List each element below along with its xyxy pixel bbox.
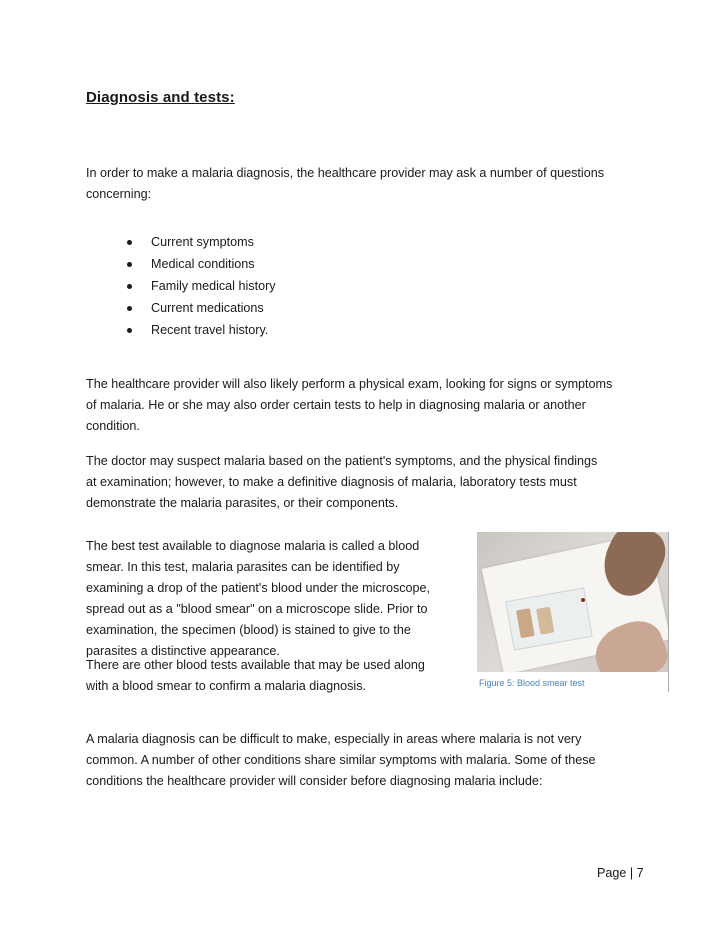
other-tests-paragraph <box>86 655 425 697</box>
paragraph-line: examining a drop of the patient's blood under the microscope, <box>86 581 431 595</box>
blood-smear-photo <box>477 532 669 672</box>
bullet-icon <box>127 240 132 245</box>
paragraph-line: conditions the healthcare provider will consider before diagnosing malaria include: <box>86 774 543 788</box>
bullet-icon <box>127 284 132 289</box>
figure-caption: Figure 5: Blood smear test <box>479 678 585 688</box>
intro-line: concerning: <box>86 187 152 201</box>
paragraph-line: smear. In this test, malaria parasites can be identified by <box>86 560 400 574</box>
paragraph-line: with a blood smear to confirm a malaria diagnosis. <box>86 679 366 693</box>
physical-exam-paragraph <box>86 374 612 437</box>
paragraph-line: A malaria diagnosis can be difficult to make, especially in areas where malaria is not very <box>86 732 582 746</box>
paragraph-line: parasites a distinctive appearance. <box>86 644 280 658</box>
paragraph-line: There are other blood tests available that may be used along <box>86 658 425 672</box>
bullet-icon <box>127 262 132 267</box>
paragraph-line: examination, the specimen (blood) is stained to give to the <box>86 623 411 637</box>
figure-border <box>668 532 669 692</box>
paragraph-line: of malaria. He or she may also order certain tests to help in diagnosing malaria or another <box>86 398 586 412</box>
blood-smear-mark <box>516 608 535 638</box>
paragraph-line: at examination; however, to make a definitive diagnosis of malaria, laboratory tests must <box>86 475 577 489</box>
paragraph-line: common. A number of other conditions share similar symptoms with malaria. Some of these <box>86 753 596 767</box>
difficulty-paragraph <box>86 729 596 792</box>
paragraph-line: The best test available to diagnose malaria is called a blood <box>86 539 420 553</box>
paragraph-line: The healthcare provider will also likely perform a physical exam, looking for signs or symptoms <box>86 377 613 391</box>
blood-smear-paragraph <box>86 536 430 662</box>
suspicion-paragraph <box>86 451 597 514</box>
blood-drop <box>581 598 585 602</box>
page-number: Page | 7 <box>597 866 644 880</box>
bullet-icon <box>127 306 132 311</box>
intro-paragraph <box>86 163 604 205</box>
paragraph-line: spread out as a "blood smear" on a microscope slide. Prior to <box>86 602 428 616</box>
bullet-icon <box>127 328 132 333</box>
paragraph-line: demonstrate the malaria parasites, or their components. <box>86 496 399 510</box>
list-item-text: Recent travel history. <box>151 323 269 337</box>
blood-smear-figure <box>477 532 669 692</box>
list-item-text: Current symptoms <box>151 235 254 249</box>
list-item-text: Family medical history <box>151 279 276 293</box>
blood-smear-mark <box>536 607 554 635</box>
paragraph-line: condition. <box>86 419 140 433</box>
intro-line: In order to make a malaria diagnosis, the healthcare provider may ask a number of questions <box>86 166 605 180</box>
section-heading: Diagnosis and tests: <box>86 89 235 106</box>
list-item-text: Current medications <box>151 301 264 315</box>
paragraph-line: The doctor may suspect malaria based on the patient's symptoms, and the physical findings <box>86 454 598 468</box>
list-item-text: Medical conditions <box>151 257 255 271</box>
